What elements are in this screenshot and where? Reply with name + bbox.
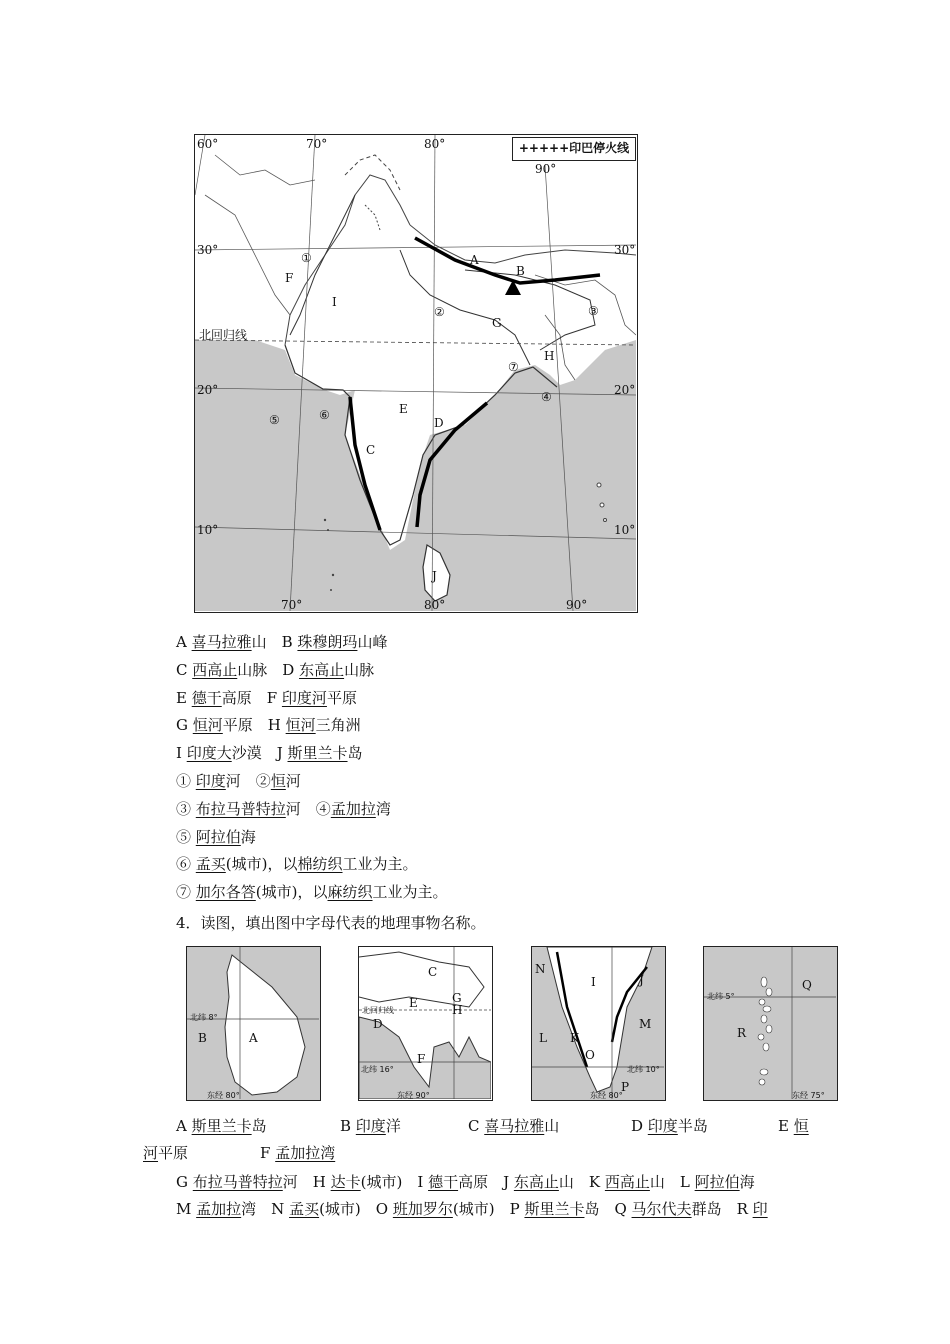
answer-line	[176, 882, 448, 902]
answer-fill: 斯里兰卡	[191, 1117, 252, 1135]
answer-line	[468, 1116, 559, 1136]
answer-text: ⑤	[176, 827, 196, 846]
answer-text: 群岛 R	[691, 1200, 753, 1218]
answer-fill: 印	[752, 1200, 768, 1218]
answer-text: 岛	[251, 1117, 267, 1135]
answer-fill: 西高止	[192, 660, 238, 679]
answer-fill: 印度	[355, 1117, 386, 1135]
lat-label: 30°	[614, 243, 636, 257]
map-letter: N	[535, 962, 546, 976]
answer-fill: 斯里兰卡	[287, 744, 348, 763]
answer-text: (城市) O	[319, 1200, 393, 1218]
answer-text: E	[176, 688, 192, 707]
answer-text: 平原	[326, 688, 357, 707]
map-letter: H	[452, 1003, 463, 1017]
answer-fill: 孟买	[289, 1200, 320, 1218]
answer-line	[176, 827, 256, 847]
answer-text: 高原 J	[458, 1173, 514, 1191]
lat-label: 30°	[197, 243, 219, 257]
map-letter: Q	[802, 978, 812, 992]
answer-text: 河 ②	[225, 772, 271, 790]
map-letter: O	[585, 1048, 595, 1062]
map-letter: B	[198, 1031, 207, 1045]
answer-fill: 达卡	[330, 1173, 361, 1191]
answer-text: ③	[176, 799, 196, 818]
answer-fill: 阿拉伯	[694, 1173, 740, 1191]
answer-text: 河	[285, 772, 301, 790]
answer-line	[176, 743, 363, 763]
answer-fill: 恒	[270, 772, 286, 790]
answer-text: M	[176, 1200, 197, 1218]
answer-text: 岛	[347, 744, 363, 763]
map-number: ③	[588, 304, 599, 318]
lon-label: 东经 75°	[792, 1091, 825, 1100]
map-letter: A	[470, 253, 479, 267]
answer-fill: 恒	[793, 1117, 809, 1135]
answer-text: 山峰	[357, 633, 388, 651]
lon-label: 东经 90°	[397, 1091, 430, 1100]
map-letter: P	[621, 1080, 630, 1094]
border-misc4	[545, 315, 575, 380]
tropic-label: 北回归线	[199, 328, 248, 342]
answer-fill: 孟加拉	[196, 1200, 242, 1218]
ceasefire-legend: +++++印巴停火线	[512, 137, 636, 161]
map-letter: J	[639, 973, 644, 987]
map-letter: M	[639, 1017, 652, 1031]
small-map-4-graphic	[704, 947, 836, 1099]
answer-text: D	[631, 1117, 648, 1135]
answer-fill: 斯里兰卡	[524, 1200, 585, 1218]
answer-fill: 东高止	[513, 1173, 559, 1191]
small-map-1-graphic	[187, 947, 319, 1099]
map-number: ⑥	[319, 408, 330, 422]
indus-river	[290, 195, 355, 335]
answer-fill: 河	[143, 1144, 159, 1162]
lat-label: 北纬 16°	[361, 1065, 394, 1074]
answer-text: ①	[176, 772, 196, 790]
answer-fill: 东高止	[299, 660, 345, 679]
answer-text: 沙漠 J	[231, 744, 288, 763]
answer-text: B	[340, 1117, 356, 1135]
map-letter: G	[452, 991, 462, 1005]
answer-text: 山脉	[344, 660, 375, 679]
border-misc2	[215, 155, 315, 185]
map-letter: B	[516, 264, 525, 278]
answer-text: 平原 H	[222, 716, 286, 735]
lon-label: 70°	[306, 137, 328, 151]
answer-text: 洋	[385, 1117, 401, 1135]
answer-line	[176, 660, 374, 680]
answer-text: 河 ④	[285, 799, 331, 818]
answer-text: A	[176, 1117, 192, 1135]
ceasefire-line	[365, 205, 380, 230]
answer-fill: 喜马拉雅	[484, 1117, 545, 1135]
answer-fill: 孟加拉	[330, 799, 376, 818]
lon-label: 90°	[535, 162, 557, 176]
answer-text: C	[468, 1117, 485, 1135]
answer-fill: 德干	[428, 1173, 459, 1191]
answer-text: 湾 N	[241, 1200, 290, 1218]
answer-text: F	[260, 1144, 276, 1162]
answer-text: ⑥	[176, 855, 196, 874]
answer-fill: 喜马拉雅	[191, 633, 252, 651]
lon-label: 东经 80°	[590, 1091, 623, 1100]
lon-label: 80°	[424, 598, 446, 612]
answer-line	[176, 632, 387, 652]
question-4: 4．读图，填出图中字母代表的地理事物名称。	[176, 914, 486, 932]
answer-text: 山	[544, 1117, 560, 1135]
himalaya-line	[415, 238, 600, 283]
answer-line	[176, 854, 418, 874]
map-letter: D	[373, 1017, 383, 1031]
answer-fill: 布拉马普特拉	[192, 1173, 283, 1191]
border-north	[410, 225, 636, 263]
answer-line	[176, 715, 361, 735]
answer-fill: 恒河	[285, 716, 316, 735]
map-number: ④	[541, 390, 552, 404]
answer-line	[260, 1143, 335, 1163]
map-letter: J	[432, 569, 437, 583]
answer-fill: 马尔代夫	[631, 1200, 692, 1218]
answer-fill: 印度河	[281, 688, 327, 707]
answer-fill: 印度大	[186, 744, 232, 763]
small-map-maldives	[703, 946, 838, 1101]
answer-fill: 麻纺织	[327, 883, 373, 902]
answer-text: 海	[240, 827, 256, 846]
map-letter: E	[409, 996, 418, 1010]
answer-fill: 德干	[191, 688, 222, 707]
border-dashed	[345, 155, 400, 190]
answer-text: 海	[739, 1173, 755, 1191]
map-number: ②	[434, 305, 445, 319]
answer-fill: 西高止	[604, 1173, 650, 1191]
answer-text: 岛 Q	[584, 1200, 632, 1218]
sea-area	[195, 340, 636, 611]
answer-text: 半岛	[677, 1117, 708, 1135]
answer-fill: 印度	[647, 1117, 678, 1135]
answer-text: ⑦	[176, 883, 196, 902]
lat-label: 20°	[197, 383, 219, 397]
answer-line	[176, 688, 357, 708]
answer-text: (城市) P	[452, 1200, 525, 1218]
map-letter: I	[591, 975, 596, 989]
south-asia-map	[194, 134, 638, 613]
answer-text: (城市)，以	[225, 855, 298, 874]
map-letter: E	[399, 402, 408, 416]
map-letter: I	[332, 295, 337, 309]
answer-text: 山 K	[558, 1173, 605, 1191]
map-letter: L	[539, 1031, 547, 1045]
lat-label: 北纬 8°	[190, 1013, 218, 1022]
answer-text: (城市)，以	[255, 883, 328, 902]
answer-fill: 珠穆朗玛	[297, 633, 358, 651]
map-letter: F	[285, 271, 294, 285]
answer-line	[176, 1172, 755, 1192]
answer-fill: 印度	[195, 772, 226, 790]
ganges-river	[400, 250, 530, 365]
answer-fill: 班加罗尔	[392, 1200, 453, 1218]
answer-text: (城市) I	[360, 1173, 429, 1191]
answer-line	[176, 1199, 768, 1219]
answer-text: 工业为主。	[342, 855, 418, 874]
answer-line	[143, 1143, 188, 1163]
answer-fill: 孟加拉湾	[275, 1144, 336, 1162]
lon-label: 90°	[566, 598, 588, 612]
answer-fill: 棉纺织	[297, 855, 343, 874]
lon-label: 东经 80°	[207, 1091, 240, 1100]
map-letter: C	[366, 443, 376, 457]
small-map-sri-lanka	[186, 946, 321, 1101]
lat-label: 10°	[197, 523, 219, 537]
answer-line	[778, 1116, 809, 1136]
lat-label: 20°	[614, 383, 636, 397]
answer-line	[176, 771, 301, 791]
map-letter: C	[428, 965, 438, 979]
answer-fill: 加尔各答	[195, 883, 256, 902]
map-letter: D	[434, 416, 444, 430]
answer-line	[631, 1116, 708, 1136]
lat-label: 北纬 10°	[627, 1065, 660, 1074]
answer-fill: 恒河	[192, 716, 223, 735]
map-letter: R	[737, 1026, 747, 1040]
lon-label: 60°	[197, 137, 219, 151]
answer-fill: 布拉马普特拉	[195, 799, 286, 818]
map-letter: G	[492, 316, 502, 330]
answer-line	[176, 799, 391, 819]
answer-text: 高原 F	[221, 688, 282, 707]
answer-text: 山脉 D	[237, 660, 300, 679]
answer-text: 工业为主。	[372, 883, 448, 902]
lat-label: 10°	[614, 523, 636, 537]
lon-label: 80°	[424, 137, 446, 151]
answer-text: 河 H	[282, 1173, 331, 1191]
answer-text: 三角洲	[315, 716, 361, 735]
answer-text: 山 B	[251, 633, 298, 651]
answer-text: 湾	[375, 799, 391, 818]
answer-line	[176, 1116, 267, 1136]
map-number: ⑦	[508, 360, 519, 374]
answer-text: C	[176, 660, 193, 679]
map-letter: H	[544, 349, 555, 363]
map-number: ①	[301, 251, 312, 265]
answer-text: E	[778, 1117, 794, 1135]
answer-text: A	[176, 633, 192, 651]
tropic-label: 北回归线	[362, 1006, 394, 1015]
answer-text: I	[176, 744, 187, 763]
lat-label: 北纬 5°	[707, 992, 735, 1001]
map-letter: F	[417, 1052, 426, 1066]
map-letter: A	[249, 1031, 258, 1045]
answer-text: 平原	[158, 1144, 189, 1162]
answer-fill: 孟买	[195, 855, 226, 874]
map-letter: K	[570, 1031, 579, 1045]
answer-text: G	[176, 1173, 193, 1191]
south-asia-map-graphic	[195, 135, 636, 611]
answer-line	[340, 1116, 401, 1136]
answer-text: 山 L	[649, 1173, 695, 1191]
map-number: ⑤	[269, 413, 280, 427]
answer-text: G	[176, 716, 193, 735]
answer-fill: 阿拉伯	[195, 827, 241, 846]
lon-label: 70°	[281, 598, 303, 612]
